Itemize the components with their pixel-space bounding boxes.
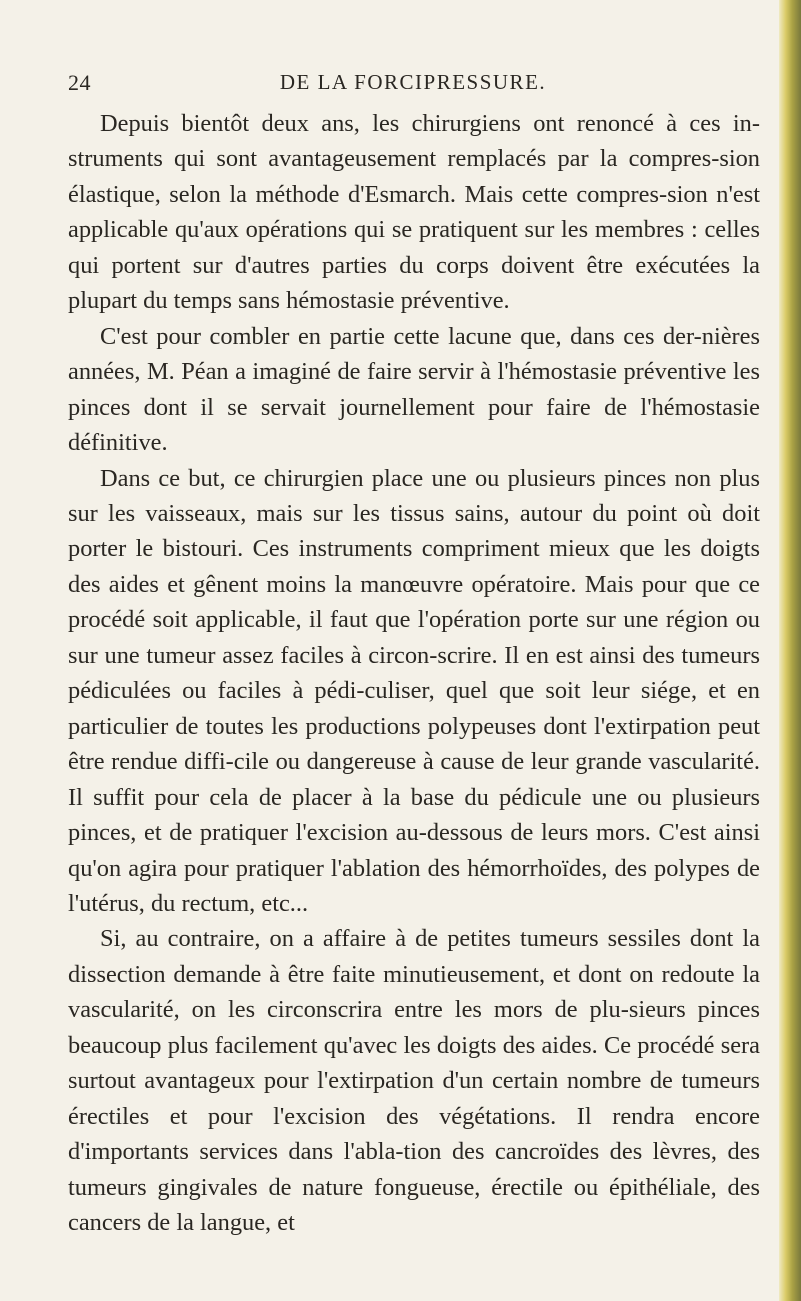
- page-number: 24: [68, 70, 91, 95]
- running-title: DE LA FORCIPRESSURE.: [279, 70, 547, 94]
- running-head: [68, 70, 758, 100]
- paragraph: Si, au contraire, on a affaire à de petites tumeurs sessiles dont la dissection demande à être faite minutieusement, et dont on redoute la vascularité, on les circonscrira entre les mors de plu-sieurs pinces beaucoup plus facilement qu'avec les doigts des aides. Ce procédé sera surtout avantageux pour l'extirpation d'un certain nombre de tumeurs érectiles et pour l'excision des végétations. Il rendra encore d'importants services dans l'abla-tion des cancroïdes des lèvres, des tumeurs gingivales de nature fongueuse, érectile ou épithéliale, des cancers de la langue, et: [68, 925, 760, 1237]
- page-edge: [779, 0, 801, 1301]
- paragraph: Dans ce but, ce chirurgien place une ou plusieurs pinces non plus sur les vaisseaux, mais sur les tissus sains, autour du point où doit porter le bistouri. Ces instruments compriment mieux que les doigts des aides et gênent moins la manœuvre opératoire. Mais pour que ce procédé soit applicable, il faut que l'opération porte sur une région ou sur une tumeur assez faciles à circon-scrire. Il en est ainsi des tumeurs pédiculées ou faciles à pédi-culiser, quel que soit leur siége, et en particulier de toutes les productions polypeuses dont l'extirpation peut être rendue diffi-cile ou dangereuse à cause de leur grande vascularité. Il suffit pour cela de placer à la base du pédicule une ou plusieurs pinces, et de pratiquer l'excision au-dessous de leurs mors. C'est ainsi qu'on agira pour pratiquer l'ablation des hémorrhoïdes, des polypes de l'utérus, du rectum, etc...: [68, 464, 760, 917]
- body-text: [68, 106, 760, 1241]
- paragraph: Depuis bientôt deux ans, les chirurgiens ont renoncé à ces in-struments qui sont avantageusement remplacés par la compres-sion élastique, selon la méthode d'Esmarch. Mais cette compres-sion n'est applicable qu'aux opérations qui se pratiquent sur les membres : celles qui portent sur d'autres parties du corps doivent être exécutées la plupart du temps sans hémostasie préventive.: [68, 110, 760, 315]
- paragraph: C'est pour combler en partie cette lacune que, dans ces der-nières années, M. Péan a imaginé de faire servir à l'hémostasie préventive les pinces dont il se servait journellement pour faire de l'hémostasie définitive.: [68, 322, 760, 457]
